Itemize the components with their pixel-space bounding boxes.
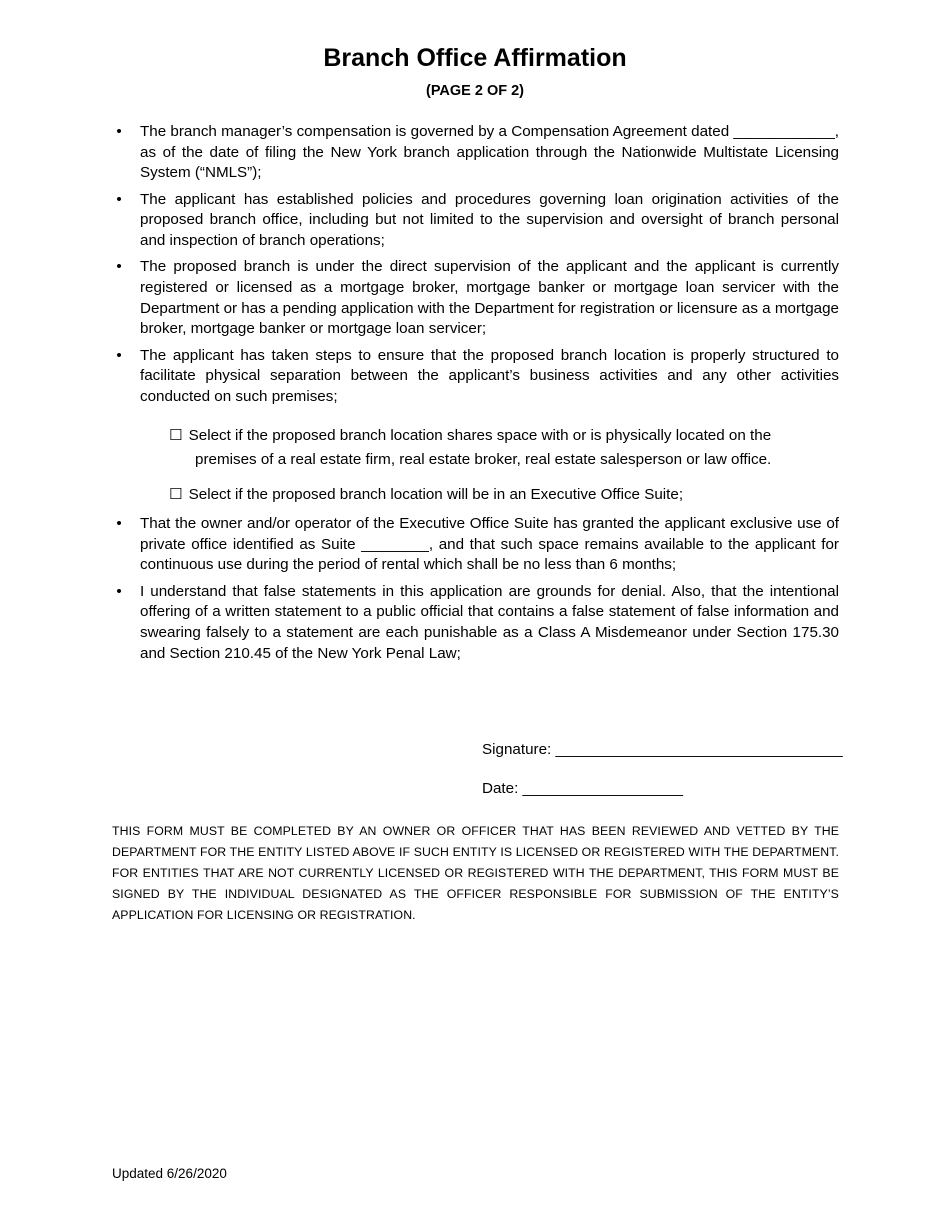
list-item-text: The proposed branch is under the direct supervision of the applicant and the applicant is currently registered or licensed as a mortgage broker, mortgage banker or mortgage loan servicer with the Department or has a pending application with the Department for registration or licensure as a mortgage broker, mortgage banker or mortgage loan servicer; (140, 258, 840, 338)
checkbox-label: Select if the proposed branch location will be in an Executive Office Suite; (188, 486, 684, 503)
bullet-icon: • (116, 515, 122, 532)
checkbox-shared-space (169, 424, 839, 472)
list-item (112, 514, 839, 576)
date-field[interactable]: Date: ___________________ (482, 780, 684, 797)
bullet-icon: • (116, 582, 122, 600)
list-item (112, 582, 839, 665)
checkbox-icon[interactable]: ☐ (169, 486, 183, 503)
bullet-icon: • (116, 123, 122, 140)
bullet-icon: • (116, 190, 122, 208)
bullet-icon: • (116, 346, 122, 364)
list-item-text: That the owner and/or operator of the Executive Office Suite has granted the applicant exclusive use of private office identified as Suite ________, and that such space remains available to the applicant for continuous use during the period of rental which shall be no less than 6 months; (140, 515, 839, 574)
list-item (112, 346, 839, 408)
bullet-icon: • (116, 258, 122, 276)
disclaimer-text: THIS FORM MUST BE COMPLETED BY AN OWNER OR OFFICER THAT HAS BEEN REVIEWED AND VETTED BY THE DEPARTMENT FOR THE ENTITY LISTED ABOVE IF SUCH ENTITY IS LICENSED OR REGISTERED WITH THE DEPARTMENT. FOR ENTITIES THAT ARE NOT CURRENTLY LICENSED OR REGISTERED WITH THE DEPARTMENT, THIS FORM MUST BE SIGNED BY THE INDIVIDUAL DESIGNATED AS THE OFFICER RESPONSIBLE FOR SUBMISSION OF THE ENTITY’S APPLICATION FOR LICENSING OR REGISTRATION. (112, 824, 839, 922)
signature-field[interactable]: Signature: __________________________________ (482, 741, 843, 758)
affirmation-list-continued (112, 514, 839, 670)
page-title: Branch Office Affirmation (323, 44, 627, 72)
list-item-text: I understand that false statements in this application are grounds for denial. Also, that the intentional offering of a written statement to a public official that contains a false statement of false information and swearing falsely to a statement are each punishable as a Class A Misdemeanor under Section 175.30 and Section 210.45 of the New York Penal Law; (140, 582, 839, 662)
page-subtitle: (PAGE 2 OF 2) (425, 83, 525, 99)
list-item-text: The applicant has established policies and procedures governing loan origination activities of the proposed branch office, including but not limited to the supervision and oversight of branch personal and inspection of branch operations; (140, 190, 839, 250)
updated-date: Updated 6/26/2020 (112, 1166, 227, 1181)
checkbox-executive-suite (169, 483, 839, 507)
checkbox-label-line2: premises of a real estate firm, real estate broker, real estate salesperson or law office. (195, 451, 772, 468)
list-item-text: The applicant has taken steps to ensure that the proposed branch location is properly structured to facilitate physical separation between the applicant’s business activities and any other activities conducted on such premises; (140, 346, 839, 405)
list-item (112, 257, 839, 340)
list-item (112, 122, 839, 184)
list-item-text: The branch manager’s compensation is governed by a Compensation Agreement dated ____________, as of the date of filing the New York branch application through the Nationwide Multistate Licensing System (“NMLS”); (140, 123, 839, 182)
checkbox-label-line1: Select if the proposed branch location shares space with or is physically located on the (188, 427, 772, 444)
checkbox-icon[interactable]: ☐ (169, 427, 183, 444)
affirmation-list (112, 122, 839, 413)
list-item (112, 190, 839, 252)
